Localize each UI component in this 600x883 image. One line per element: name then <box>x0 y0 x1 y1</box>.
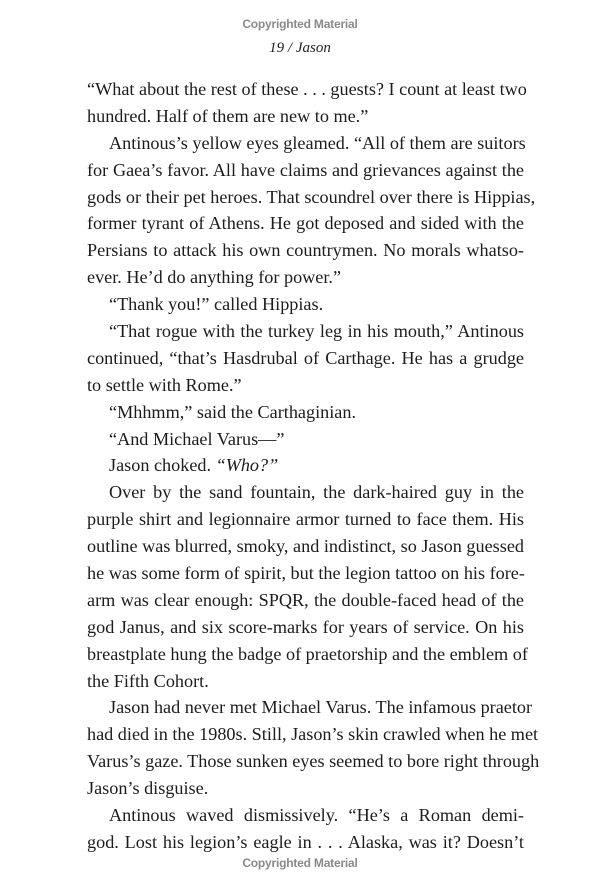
text-line-content: gods or their pet heroes. That scoundrel over there is Hippias, <box>87 186 536 207</box>
text-line <box>87 641 528 668</box>
text-line-content: Jason’s disguise. <box>87 778 209 799</box>
text-line <box>87 291 524 318</box>
text-line <box>87 130 524 157</box>
text-line-content: Jason had never met Michael Varus. The infamous praetor <box>109 697 533 718</box>
text-line-content: he was some form of spirit, but the legion tattoo on his fore- <box>87 563 525 584</box>
copyright-watermark-top: Copyrighted Material <box>242 17 358 31</box>
text-line <box>87 372 524 399</box>
text-line <box>87 775 524 802</box>
text-line-content: breastplate hung the badge of praetorship and the emblem of <box>87 643 528 664</box>
text-line-content: Varus’s gaze. Those sunken eyes seemed to bore right through <box>87 751 540 772</box>
text-line <box>87 479 524 506</box>
text-line-content: “What about the rest of these . . . guests? I count at least two <box>87 79 527 99</box>
text-line-content: Antinous waved dismissively. “He’s a Roman demi- <box>109 805 524 826</box>
text-line-content: continued, “that’s Hasdrubal of Carthage. He has a grudge <box>87 347 524 368</box>
text-line-content: former tyrant of Athens. He got deposed and sided with the <box>87 213 524 234</box>
text-line <box>87 318 524 345</box>
text-line-content: Persians to attack his own countrymen. No morals whatso- <box>87 240 524 261</box>
text-line <box>87 533 524 560</box>
text-line-content: Antinous’s yellow eyes gleamed. “All of them are suitors <box>109 132 526 153</box>
text-line-content: hundred. Half of them are new to me.” <box>87 105 369 126</box>
text-line-content: Over by the sand fountain, the dark-haired guy in the <box>109 482 524 503</box>
text-line <box>87 237 524 264</box>
text-line-content: Jason choked. <box>109 455 216 476</box>
text-line-content: ever. He’d do anything for power.” <box>87 267 342 288</box>
text-line <box>87 264 524 291</box>
text-line-content: “And Michael Varus—” <box>109 428 285 449</box>
body-text <box>87 76 540 856</box>
text-line-content: “That rogue with the turkey leg in his mouth,” Antinous <box>109 321 524 342</box>
text-line <box>87 157 524 184</box>
text-line <box>87 210 524 237</box>
text-line-content: for Gaea’s favor. All have claims and grievances against the <box>87 159 524 180</box>
text-line <box>87 721 539 748</box>
copyright-watermark-bottom: Copyrighted Material <box>242 856 358 870</box>
text-line-content: purple shirt and legionnaire armor turned to face them. His <box>87 509 524 530</box>
text-line <box>87 399 524 426</box>
text-line <box>87 802 524 829</box>
text-line <box>87 587 524 614</box>
text-line-content: “Thank you!” called Hippias. <box>109 294 324 315</box>
text-line-content: “Mhhmm,” said the Carthaginian. <box>109 401 356 422</box>
text-line <box>87 614 524 641</box>
text-line <box>87 452 524 479</box>
text-line <box>87 829 524 856</box>
text-line-content: outline was blurred, smoky, and indistinct, so Jason guessed <box>87 536 524 557</box>
text-line-content: god Janus, and six score-marks for years of service. On his <box>87 616 524 637</box>
text-line <box>87 694 533 721</box>
text-line-content: to settle with Rome.” <box>87 374 242 395</box>
text-line <box>87 76 527 103</box>
text-line <box>87 184 536 211</box>
running-head: 19 / Jason <box>269 40 331 56</box>
text-line <box>87 506 524 533</box>
italic-speech: “Who?” <box>215 455 279 476</box>
text-line-content: the Fifth Cohort. <box>87 670 209 691</box>
text-line-content: god. Lost his legion’s eagle in . . . Alaska, was it? Doesn’t <box>87 831 524 852</box>
text-line <box>87 103 524 130</box>
text-line <box>87 560 524 587</box>
text-line <box>87 748 540 775</box>
text-line <box>87 426 524 453</box>
text-line-content: arm was clear enough: SPQR, the double-faced head of the <box>87 589 524 610</box>
text-line <box>87 668 524 695</box>
text-line-content: had died in the 1980s. Still, Jason’s skin crawled when he met <box>87 724 539 745</box>
text-line <box>87 345 524 372</box>
